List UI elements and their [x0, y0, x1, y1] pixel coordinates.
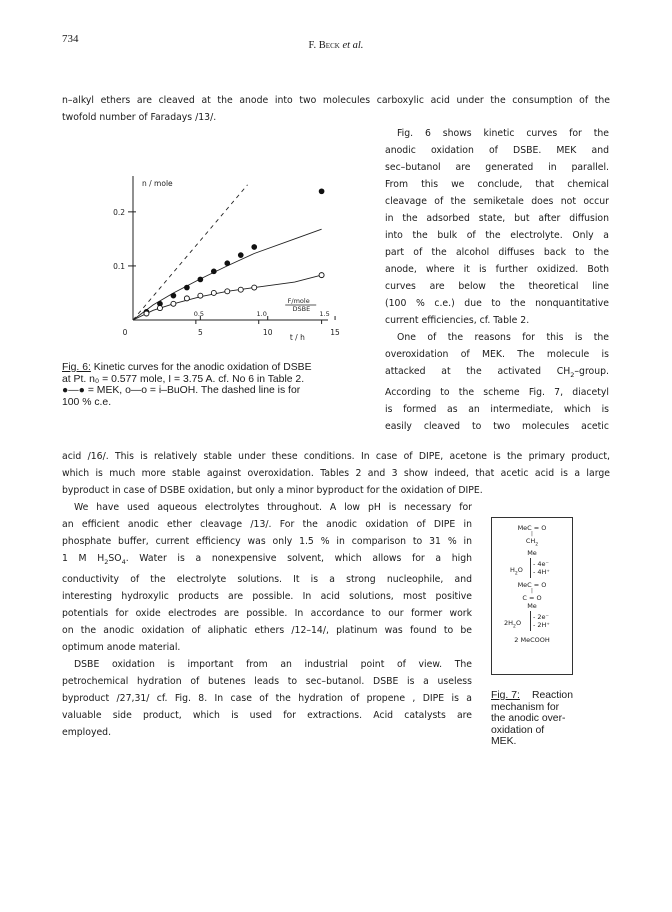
scheme-reagent: $H_2O$	[510, 566, 523, 577]
fig7-caption	[491, 690, 573, 748]
caption-line: MEK.	[491, 736, 517, 747]
fig7-label: Fig. 7:	[491, 690, 520, 701]
text-line: employed.	[62, 726, 112, 738]
text-line: twofold number of Faradays /13/.	[62, 112, 217, 123]
intro-paragraph	[62, 92, 610, 126]
text-line: attacked at the activated $CH_2$–group.	[385, 366, 609, 379]
text-line: (100 % c.e.) due to the nonquantitative	[385, 298, 609, 309]
data-point-ibuoh	[252, 285, 257, 290]
text-line: Fig. 6 shows kinetic curves for the	[397, 128, 609, 139]
data-point-ibuoh	[319, 273, 324, 278]
text-line: From this we conclude, that chemical	[385, 179, 609, 190]
text-line: valuable side product, which is used for extractions. Acid catalysts are	[62, 709, 472, 721]
text-line: byproduct in case of DSBE oxidation, but only a minor byproduct for the oxidation of DIPE.	[62, 485, 483, 496]
text-line: an efficient anodic ether cleavage /13/. For the anodic oxidation of DIPE in	[62, 519, 472, 530]
scheme-cond: - 4H⁺	[533, 568, 550, 577]
x-tick-label: 15	[330, 328, 340, 337]
data-point-ibuoh	[211, 290, 216, 295]
text-line: into the bulk of the electrolyte. Only a	[385, 230, 609, 241]
x-axis-label: t / h	[289, 333, 305, 342]
fig7-scheme: MeC = O | $CH_2$ Me $H_2O$ - 4e⁻ - 4H⁺ MeC = O | C = O Me $2H_2O$ - 2e⁻ - 2H⁺ 2 MeCOOH	[491, 517, 573, 675]
text-line: curves are below the theoretical line	[385, 281, 609, 292]
scheme-line: Me	[527, 549, 537, 558]
text-line: part of the alcohol diffuses back to the	[385, 247, 609, 258]
scheme-cond: - 2H⁺	[533, 621, 550, 630]
y-axis-label: n / mole	[142, 179, 173, 188]
scheme-line: 2 MeCOOH	[514, 636, 550, 645]
x2-tick-label: 1.5	[319, 310, 330, 318]
text-line: cleavage of the semiketale does not occur	[385, 196, 609, 207]
caption-line: mechanism for	[491, 701, 560, 713]
x-tick-label: 10	[262, 328, 273, 337]
page-number: 734	[62, 33, 79, 45]
data-point-ibuoh	[238, 287, 243, 292]
text-line: in the adsorbed state, but after diffusion	[385, 213, 609, 224]
text-line: One of the reasons for this is the	[397, 332, 609, 343]
text-line: n–alkyl ethers are cleaved at the anode into two molecules carboxylic acid under the consumption of the	[62, 95, 610, 106]
scheme-line: C = O	[522, 594, 542, 603]
caption-line: Kinetic curves for the anodic oxidation of DSBE	[90, 362, 312, 373]
y-tick-label: 0.2	[113, 207, 125, 217]
data-point-mek	[171, 293, 176, 298]
scheme-step-1	[492, 557, 572, 581]
text-line: acid /16/. This is relatively stable under these conditions. In case of DIPE, acetone is the primary product,	[62, 451, 610, 462]
caption-line: ●—● = MEK, o—o = i–BuOH. The dashed line is for	[62, 385, 301, 396]
scheme-cond: - 4e⁻	[533, 560, 549, 569]
scheme-line: $CH_2$	[525, 537, 539, 548]
data-point-mek	[225, 261, 230, 266]
scheme-reagent: $2H_2O$	[504, 619, 522, 630]
text-line: conductivity of the electrolyte solutions. It is a strong nucleophile, and	[62, 573, 472, 585]
fig6-chart	[100, 170, 370, 355]
bottom-left-text	[62, 499, 472, 741]
scheme-line: Me	[527, 602, 537, 611]
header-etal: et al.	[339, 40, 364, 51]
caption-line: 100 % c.e.	[62, 396, 112, 408]
right-column	[385, 125, 609, 435]
scheme-cond: - 2e⁻	[533, 613, 549, 622]
scheme-line: MeC = O	[517, 581, 547, 590]
data-point-ibuoh	[184, 296, 189, 301]
text-line: potentials for oxide electrodes are possible. In accordance to our former work	[62, 607, 472, 619]
text-line: phosphate buffer, current efficiency was only 1.5 % in comparison to 31 % in	[62, 536, 472, 547]
data-point-mek	[184, 285, 189, 290]
caption-line: Reaction	[531, 690, 573, 701]
data-point-mek	[198, 277, 203, 282]
x-tick-label: 5	[197, 328, 203, 337]
data-point-mek	[252, 245, 257, 250]
data-point-ibuoh	[225, 289, 230, 294]
data-point-mek	[211, 269, 216, 274]
text-line: overoxidation of MEK. The molecule is	[385, 349, 609, 360]
text-line: on the anodic oxidation of aliphatic ethers /12–14/, platinum was found to be	[62, 624, 472, 636]
running-header	[0, 40, 672, 51]
x2-axis-sublabel: DSBE	[292, 305, 311, 313]
caption-line: at Pt. n₀ = 0.577 mole, I = 3.75 A. cf. No 6 in Table 2.	[62, 373, 305, 385]
caption-line: oxidation of	[491, 724, 545, 736]
data-point-mek	[238, 253, 243, 258]
text-line: interesting hydroxylic products are possible. In acid solutions, most positive	[62, 590, 472, 602]
text-line: 1 M $H_2SO_4$. Water is a nonexpensive solvent, which allows for a high	[62, 553, 472, 566]
text-line: easily cleaved to two molecules acetic	[385, 420, 609, 432]
text-line: petrochemical hydration of butenes leads to sec–butanol. DSBE is a useless	[62, 675, 472, 687]
text-line: is formed as an intermediate, which is	[385, 403, 609, 415]
text-line: optimum anode material.	[62, 641, 181, 653]
fig6-label: Fig. 6:	[62, 362, 91, 373]
data-point-ibuoh	[198, 293, 203, 298]
text-line: which is much more stable against overoxidation. Tables 2 and 3 show indeed, that acetic acid is a large	[62, 468, 610, 479]
x2-axis-label: F/mole	[287, 297, 310, 305]
scheme-line: MeC = O	[517, 524, 547, 532]
text-line: We have used aqueous electrolytes throughout. A low pH is necessary for	[74, 502, 472, 513]
data-point-ibuoh	[157, 306, 162, 311]
data-point-ibuoh	[144, 311, 149, 316]
text-line: byproduct /27,31/ cf. Fig. 8. In case of the hydration of propene , DIPE is a	[62, 692, 472, 704]
continuation-paragraph	[62, 448, 610, 499]
text-line: anodic oxidation of DSBE. MEK and	[385, 145, 609, 156]
x2-tick-label: 0.5	[193, 310, 205, 318]
data-point-mek	[319, 189, 324, 194]
caption-line: the anodic over-	[491, 713, 566, 724]
fig6-caption	[62, 362, 372, 408]
text-line: DSBE oxidation is important from an industrial point of view. The	[74, 658, 472, 670]
text-line: sec–butanol are generated in parallel.	[385, 162, 609, 173]
data-point-ibuoh	[171, 301, 176, 306]
header-author: F. Beck	[308, 40, 340, 51]
y-tick-label: 0.1	[113, 261, 125, 271]
scheme-step-2	[492, 610, 572, 634]
text-line: anode, where it is further oxidized. Both	[385, 264, 609, 275]
x-tick-label: 0	[122, 328, 128, 337]
text-line: According to the scheme Fig. 7, diacetyl	[385, 386, 609, 398]
x2-tick-label: 1.0	[256, 310, 267, 318]
text-line: current efficiencies, cf. Table 2.	[385, 315, 530, 326]
